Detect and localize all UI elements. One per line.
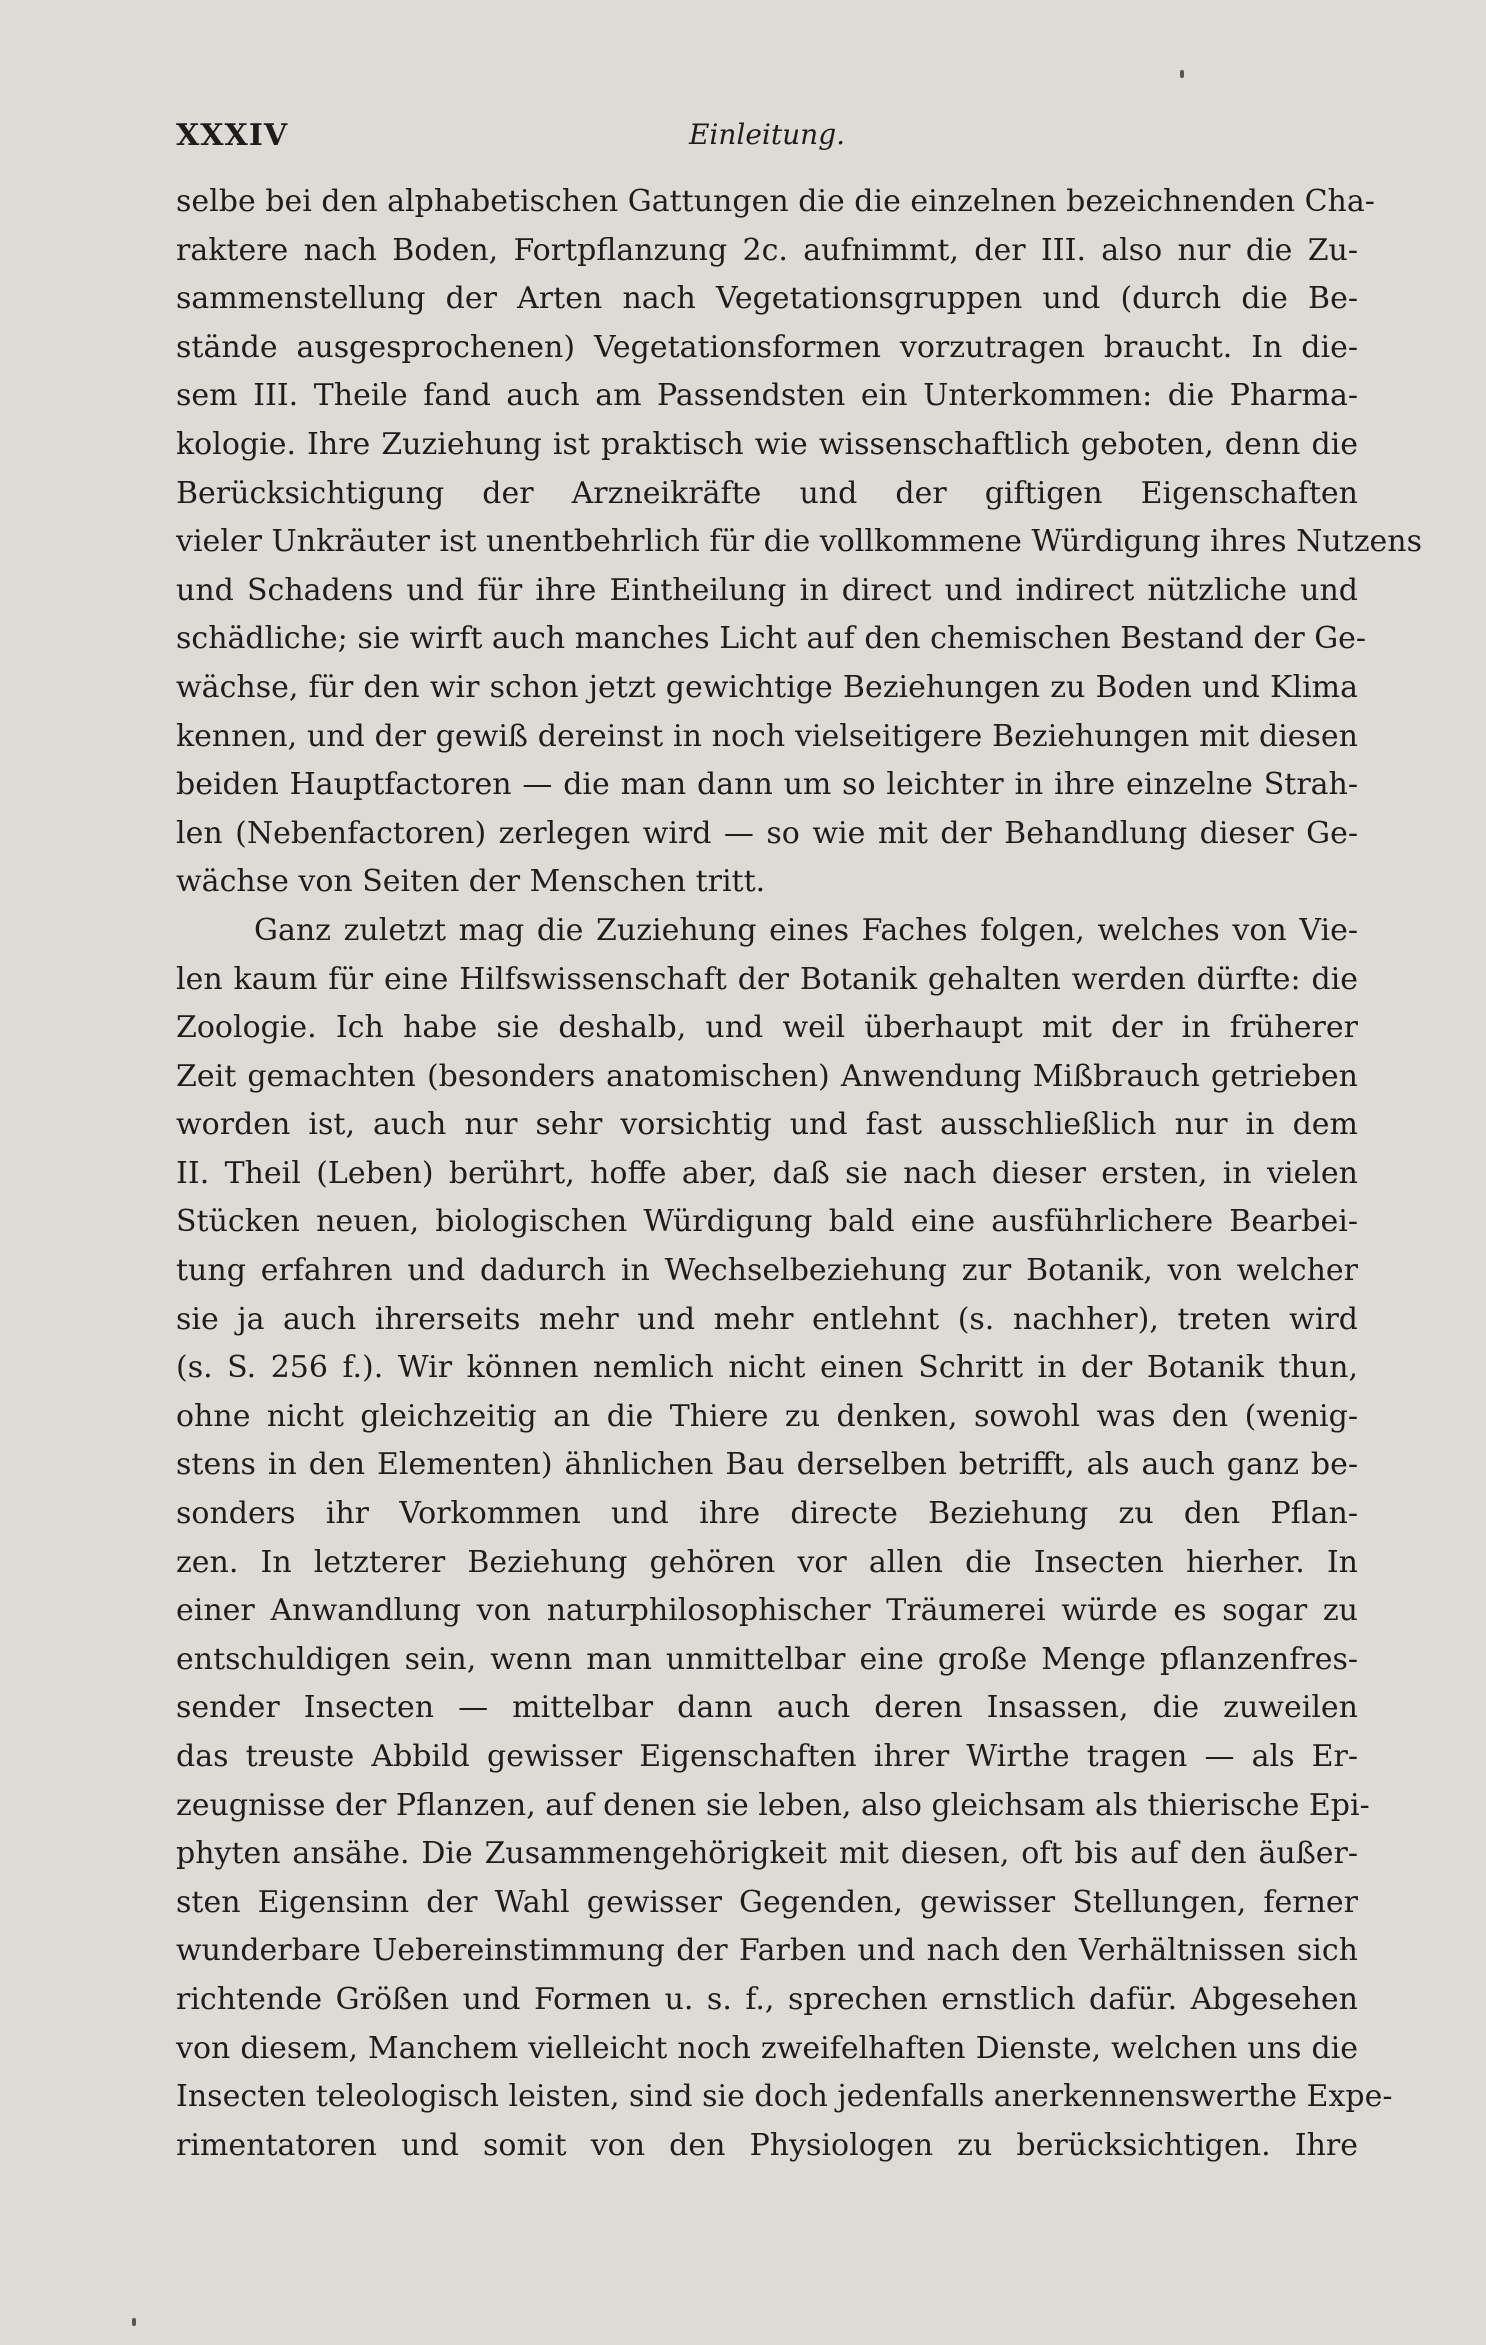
text-line: entschuldigen sein, wenn man unmittelbar eine große Menge pflanzenfres- xyxy=(176,1641,1358,1677)
text-line: Ganz zuletzt mag die Zuziehung eines Faches folgen, welches von Vie- xyxy=(254,912,1358,948)
text-line: sender Insecten — mittelbar dann auch deren Insassen, die zuweilen xyxy=(176,1690,1358,1726)
text-line: tung erfahren und dadurch in Wechselbeziehung zur Botanik, von welcher xyxy=(176,1253,1358,1289)
text-line: worden ist, auch nur sehr vorsichtig und fast ausschließlich nur in dem xyxy=(176,1107,1358,1143)
text-line: Zoologie. Ich habe sie deshalb, und weil überhaupt mit der in früherer xyxy=(176,1010,1358,1046)
text-line: stens in den Elementen) ähnlichen Bau derselben betrifft, als auch ganz be- xyxy=(176,1447,1358,1483)
text-line: vieler Unkräuter ist unentbehrlich für die vollkommene Würdigung ihres Nutzens xyxy=(176,524,1422,560)
text-line: von diesem, Manchem vielleicht noch zweifelhaften Dienste, welchen uns die xyxy=(176,2030,1358,2066)
page-header xyxy=(176,118,1358,158)
text-line: sie ja auch ihrerseits mehr und mehr entlehnt (s. nachher), treten wird xyxy=(176,1301,1358,1337)
paper-speck xyxy=(1180,70,1184,78)
body-text xyxy=(176,178,1422,2170)
text-line: sten Eigensinn der Wahl gewisser Gegenden, gewisser Stellungen, ferner xyxy=(176,1884,1358,1920)
page-number: XXXIV xyxy=(176,118,289,153)
text-line: richtende Größen und Formen u. s. f., sprechen ernstlich dafür. Abgesehen xyxy=(176,1981,1358,2017)
text-line: wunderbare Uebereinstimmung der Farben und nach den Verhältnissen sich xyxy=(176,1933,1358,1969)
paper-speck xyxy=(132,2318,136,2326)
text-line: wächse von Seiten der Menschen tritt. xyxy=(176,864,766,900)
text-line: wächse, für den wir schon jetzt gewichtige Beziehungen zu Boden und Klima xyxy=(176,669,1358,705)
text-line: len kaum für eine Hilfswissenschaft der Botanik gehalten werden dürfte: die xyxy=(176,961,1358,997)
text-line: Zeit gemachten (besonders anatomischen) Anwendung Mißbrauch getrieben xyxy=(176,1058,1358,1094)
text-line: II. Theil (Leben) berührt, hoffe aber, daß sie nach dieser ersten, in vielen xyxy=(176,1155,1358,1191)
text-line: einer Anwandlung von naturphilosophischer Träumerei würde es sogar zu xyxy=(176,1593,1358,1629)
text-line: sonders ihr Vorkommen und ihre directe Beziehung zu den Pflan- xyxy=(176,1496,1358,1532)
text-line: raktere nach Boden, Fortpflanzung 2c. aufnimmt, der III. also nur die Zu- xyxy=(176,232,1358,268)
text-line: ohne nicht gleichzeitig an die Thiere zu denken, sowohl was den (wenig- xyxy=(176,1398,1358,1434)
text-line: und Schadens und für ihre Eintheilung in direct und indirect nützliche und xyxy=(176,572,1358,608)
text-line: sem III. Theile fand auch am Passendsten ein Unterkommen: die Pharma- xyxy=(176,378,1358,414)
text-line: (s. S. 256 f.). Wir können nemlich nicht einen Schritt in der Botanik thun, xyxy=(176,1350,1358,1386)
text-line: rimentatoren und somit von den Physiologen zu berücksichtigen. Ihre xyxy=(176,2127,1358,2163)
text-line: schädliche; sie wirft auch manches Licht auf den chemischen Bestand der Ge- xyxy=(176,621,1367,657)
text-line: phyten ansähe. Die Zusammengehörigkeit mit diesen, oft bis auf den äußer- xyxy=(176,1836,1358,1872)
text-line: das treuste Abbild gewisser Eigenschaften ihrer Wirthe tragen — als Er- xyxy=(176,1739,1358,1774)
text-line: zeugnisse der Pflanzen, auf denen sie leben, also gleichsam als thierische Epi- xyxy=(176,1787,1370,1823)
text-line: beiden Hauptfactoren — die man dann um so leichter in ihre einzelne Strah- xyxy=(176,767,1358,803)
text-line: Insecten teleologisch leisten, sind sie doch jedenfalls anerkennenswerthe Expe- xyxy=(176,2079,1393,2115)
text-line: stände ausgesprochenen) Vegetationsformen vorzutragen braucht. In die- xyxy=(176,329,1358,365)
text-line: selbe bei den alphabetischen Gattungen die die einzelnen bezeichnenden Cha- xyxy=(176,184,1375,219)
text-line: kologie. Ihre Zuziehung ist praktisch wie wissenschaftlich geboten, denn die xyxy=(176,426,1358,462)
running-head: Einleitung. xyxy=(688,118,846,151)
text-line: len (Nebenfactoren) zerlegen wird — so wie mit der Behandlung dieser Ge- xyxy=(176,815,1358,851)
text-line: kennen, und der gewiß dereinst in noch vielseitigere Beziehungen mit diesen xyxy=(176,718,1358,754)
text-line: Stücken neuen, biologischen Würdigung bald eine ausführlichere Bearbei- xyxy=(176,1204,1358,1240)
text-line: zen. In letzterer Beziehung gehören vor allen die Insecten hierher. In xyxy=(176,1544,1358,1580)
text-line: sammenstellung der Arten nach Vegetationsgruppen und (durch die Be- xyxy=(176,281,1358,317)
text-line: Berücksichtigung der Arzneikräfte und der giftigen Eigenschaften xyxy=(176,475,1358,511)
